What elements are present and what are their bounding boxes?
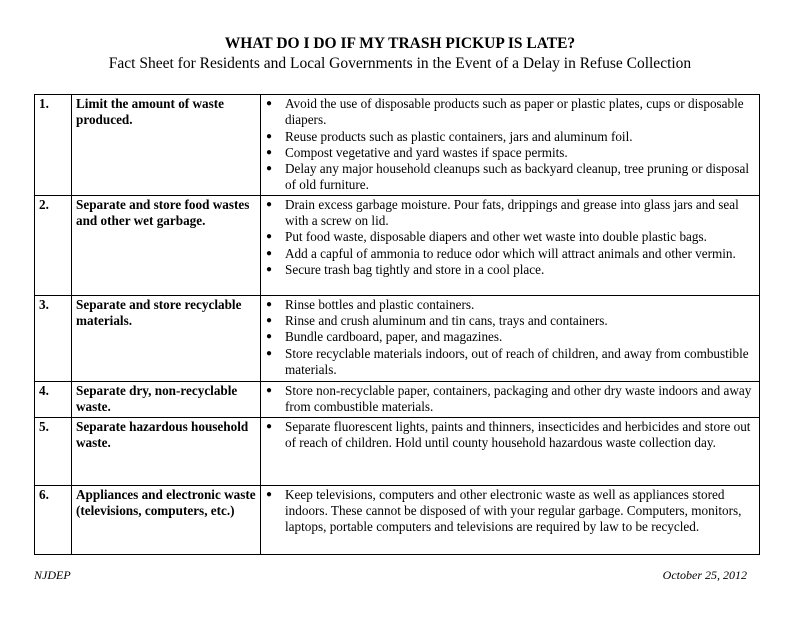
bullet-icon: ●: [266, 198, 273, 210]
list-item: [266, 245, 755, 262]
list-item: [266, 382, 755, 416]
list-item-text: Delay any major household cleanups such as backyard cleanup, tree pruning or disposal of old furniture.: [285, 161, 749, 193]
list-item: [266, 418, 755, 452]
bullet-list: [265, 197, 755, 278]
bullet-list: [265, 487, 755, 536]
list-item: [266, 313, 755, 329]
row-items: [261, 295, 760, 381]
list-item: [266, 229, 755, 245]
row-number: 3.: [35, 295, 72, 381]
page-title: WHAT DO I DO IF MY TRASH PICKUP IS LATE?: [224, 35, 576, 52]
row-number: 5.: [35, 417, 72, 485]
list-item-text: Separate fluorescent lights, paints and thinners, insecticides and herbicides and store out of reach of children. Hold until county household hazardous waste collection day.: [285, 418, 751, 451]
list-item-text: Compost vegetative and yard wastes if space permits.: [285, 144, 568, 160]
list-item: [266, 329, 755, 345]
list-item-text: Rinse bottles and plastic containers.: [285, 296, 475, 312]
table-row: [35, 417, 760, 485]
table-row: [35, 95, 760, 196]
bullet-icon: ●: [266, 298, 273, 310]
bullet-icon: ●: [266, 315, 273, 327]
list-item: [266, 128, 755, 145]
list-item: [266, 161, 755, 194]
row-items: [261, 195, 760, 295]
list-item-text: Reuse products such as plastic containers, jars and aluminum foil.: [285, 128, 633, 144]
footer-date: October 25, 2012: [662, 568, 747, 582]
list-item: [266, 196, 755, 230]
row-number: 6.: [35, 485, 72, 554]
row-topic: Appliances and electronic waste (televisions, computers, etc.): [72, 485, 261, 554]
bullet-icon: ●: [266, 347, 273, 359]
list-item: [266, 144, 755, 161]
list-item: [266, 96, 755, 129]
list-item: [266, 296, 755, 313]
bullet-list: [265, 96, 755, 194]
list-item-text: Bundle cardboard, paper, and magazines.: [285, 329, 503, 345]
bullet-icon: ●: [266, 231, 273, 243]
bullet-icon: ●: [266, 98, 273, 109]
bullet-list: [265, 383, 755, 416]
row-topic: Separate and store recyclable materials.: [72, 295, 261, 381]
list-item: [266, 261, 755, 278]
row-number: 1.: [35, 95, 72, 196]
list-item-text: Store non-recyclable paper, containers, packaging and other dry waste indoors and away from combustible materials.: [285, 382, 752, 415]
table-row: [35, 295, 760, 381]
row-number: 4.: [35, 381, 72, 417]
row-number: 2.: [35, 195, 72, 295]
table-row: [35, 485, 760, 554]
bullet-icon: ●: [266, 331, 273, 343]
bullet-list: [265, 419, 755, 452]
table-row: [35, 381, 760, 417]
bullet-icon: ●: [266, 146, 273, 158]
row-items: [261, 417, 760, 485]
bullet-icon: ●: [266, 384, 273, 396]
bullet-icon: ●: [266, 130, 273, 142]
bullet-icon: ●: [266, 488, 273, 500]
list-item: [266, 345, 755, 379]
row-items: [261, 95, 760, 196]
bullet-icon: ●: [266, 420, 273, 432]
row-items: [261, 485, 760, 554]
list-item-text: Avoid the use of disposable products such as paper or plastic plates, cups or disposable diapers.: [285, 96, 744, 128]
bullet-icon: ●: [266, 247, 273, 259]
bullet-icon: ●: [266, 163, 273, 175]
list-item-text: Drain excess garbage moisture. Pour fats, drippings and grease into glass jars and seal with a screw on lid.: [285, 196, 739, 229]
row-topic: Separate and store food wastes and other wet garbage.: [72, 195, 261, 295]
list-item-text: Keep televisions, computers and other electronic waste as well as appliances stored indoors. These cannot be disposed of with your regular garbage. Computers, monitors, laptops, portable computers and televisions are required by law to be recycled.: [285, 486, 742, 535]
list-item-text: Store recyclable materials indoors, out of reach of children, and away from combustible materials.: [285, 345, 749, 377]
row-topic: Separate dry, non-recyclable waste.: [72, 381, 261, 417]
list-item-text: Secure trash bag tightly and store in a cool place.: [285, 261, 545, 277]
table-row: [35, 195, 760, 295]
row-items: [261, 381, 760, 417]
page-subtitle: Fact Sheet for Residents and Local Governments in the Event of a Delay in Refuse Collection: [108, 55, 692, 72]
fact-sheet-table: [34, 94, 760, 555]
list-item: [266, 486, 755, 536]
bullet-icon: ●: [266, 263, 273, 275]
list-item-text: Put food waste, disposable diapers and other wet waste into double plastic bags.: [285, 229, 707, 245]
list-item-text: Add a capful of ammonia to reduce odor which will attract animals and other vermin.: [285, 245, 736, 261]
footer-agency: NJDEP: [34, 568, 71, 582]
bullet-list: [265, 297, 755, 378]
row-topic: Separate hazardous household waste.: [72, 417, 261, 485]
list-item-text: Rinse and crush aluminum and tin cans, trays and containers.: [285, 313, 608, 329]
row-topic: Limit the amount of waste produced.: [72, 95, 261, 196]
